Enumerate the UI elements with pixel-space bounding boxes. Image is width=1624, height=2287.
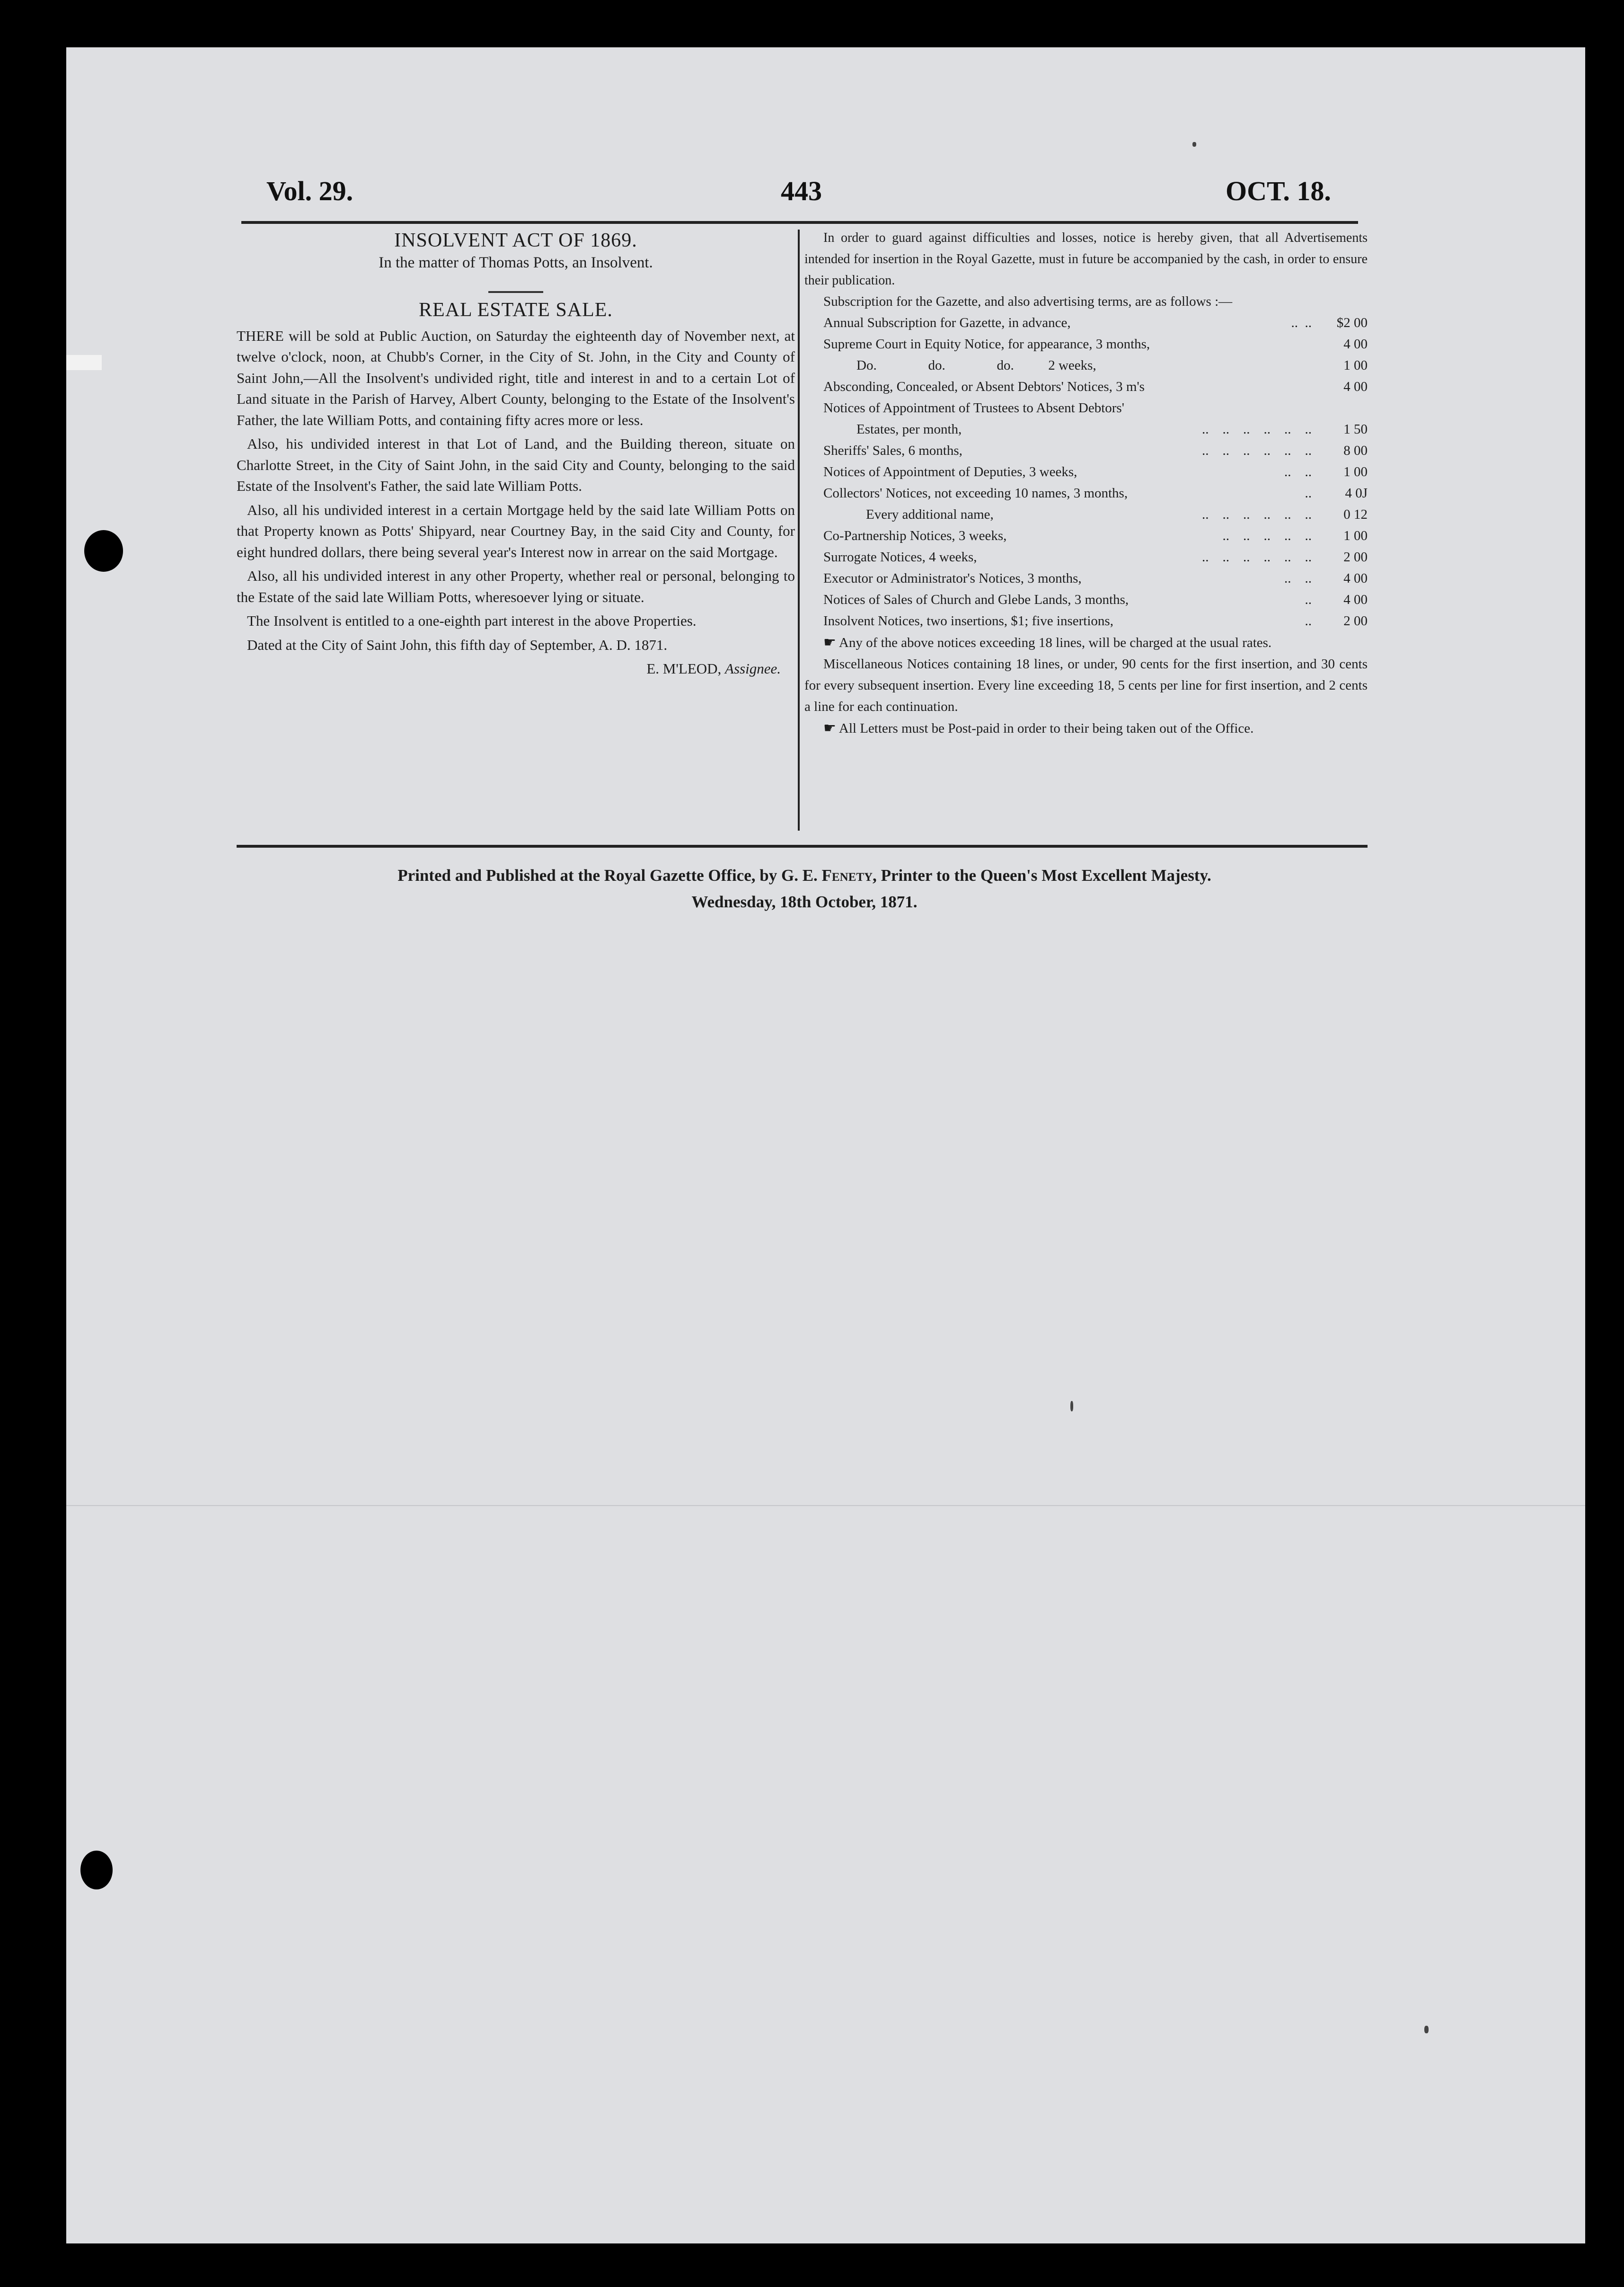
sale-paragraph-5: The Insolvent is entitled to a one-eighth part interest in the above Properties. [247,612,697,629]
fee-label: Annual Subscription for Gazette, in advance, [823,315,1071,330]
fee-amount: 4 00 [1343,337,1368,352]
fee-leader-dots: .. [1298,613,1312,629]
sale-paragraph-1: THERE will be sold at Public Auction, on Saturday the eighteenth day of November next, at twelve o'clock, noon, at Chubb's Corner, in the City of St. John, in the City and County of Saint John,—All the Insolvent's undivided right, title and interest in and to a certain Lot of Land situate in the Parish of Harvey, Albert County, belonging to the Estate of the Insolvent's Father, the late William Potts, and containing fifty acres more or less. [237,327,795,428]
fee-amount: 0 12 [1343,507,1368,522]
fee-row [804,440,1368,461]
matter-line: In the matter of Thomas Potts, an Insolvent. [379,254,653,271]
sale-title: REAL ESTATE SALE. [419,299,613,321]
fee-label: Estates, per month, [856,422,962,437]
note-post-paid: ☛ All Letters must be Post-paid in order to their being taken out of the Office. [823,720,1254,736]
fee-leader-dots: .. .. .. .. .. .. [1195,507,1312,522]
fee-leader-dots: .. .. [1277,464,1312,479]
header-rule [241,221,1358,224]
fee-label: Sheriffs' Sales, 6 months, [823,443,962,458]
fee-row [804,504,1368,525]
fee-leader-dots: .. .. .. .. .. .. [1195,443,1312,458]
punch-hole-top [84,530,123,572]
fee-label: Notices of Appointment of Deputies, 3 weeks, [823,464,1077,479]
short-divider [488,291,543,293]
fee-leader-dots: .. .. [1277,571,1312,586]
signer-role: Assignee. [725,660,781,677]
fee-amount: 1 00 [1343,464,1368,479]
sale-paragraph-2: Also, his undivided interest in that Lot of Land, and the Building thereon, situate on Charlotte Street, in the City of Saint John, in the said City and County, belonging to the said Estate of the Insolvent's Father, the said late William Potts. [237,435,795,494]
fee-row [804,398,1368,419]
fee-amount: $2 00 [1336,315,1368,330]
signature-line [237,658,795,680]
fee-amount: 8 00 [1343,443,1368,458]
subscription-intro: Subscription for the Gazette, and also advertising terms, are as follows :— [823,294,1233,309]
fee-row [804,355,1368,376]
page-number: 443 [781,176,822,206]
sale-paragraph-4: Also, all his undivided interest in any other Property, whether real or personal, belonging to the Estate of the said late William Potts, wheresoever lying or situate. [237,567,795,605]
fee-amount: 2 00 [1343,550,1368,565]
fee-leader-dots: .. .. [1284,315,1312,330]
pointing-hand-icon: ☛ [823,634,836,651]
ink-speck [1070,1401,1073,1411]
fee-amount: 4 0J [1345,486,1368,501]
fee-label: Notices of Appointment of Trustees to Absent Debtors' [823,400,1124,416]
fee-label: Every additional name, [866,507,994,522]
printer-name: Fenety, [821,866,877,885]
fee-amount: 1 00 [1343,528,1368,543]
right-column [804,227,1368,739]
fee-amount: 4 00 [1343,571,1368,586]
fee-label: Insolvent Notices, two insertions, $1; five insertions, [823,613,1113,629]
fee-label: Supreme Court in Equity Notice, for appearance, 3 months, [823,337,1150,352]
left-column [237,227,795,680]
fee-row [804,611,1368,632]
column-divider [798,230,800,831]
fee-row [804,312,1368,334]
fee-row [804,568,1368,589]
punch-hole-bottom [80,1851,113,1889]
note-over-18-lines: ☛ Any of the above notices exceeding 18 lines, will be charged at the usual rates. [823,634,1272,651]
miscellaneous-notices: Miscellaneous Notices containing 18 lines, or under, 90 cents for the first insertion, and 30 cents for every subsequent insertion. Every line exceeding 18, 5 cents per line for first insertion, and 2 cents a line for each continuation. [804,656,1368,714]
fee-list [804,312,1368,632]
fee-amount: 4 00 [1343,592,1368,607]
fee-row [804,461,1368,483]
fee-row [804,334,1368,355]
fee-amount: 4 00 [1343,379,1368,394]
footer-rule [237,845,1368,848]
fee-amount: 1 50 [1343,422,1368,437]
signer-name: E. M'LEOD, [646,660,722,677]
issue-date: OCT. 18. [1226,176,1331,206]
fee-row [804,547,1368,568]
fee-leader-dots: .. .. .. .. .. [1216,528,1312,543]
fee-row [804,483,1368,504]
dated-line: Dated at the City of Saint John, this fifth day of September, A. D. 1871. [247,636,668,653]
volume-number: Vol. 29. [266,176,353,206]
paper-edge-tab [66,355,102,370]
fee-row [804,419,1368,440]
fee-label: Executor or Administrator's Notices, 3 months, [823,571,1082,586]
fee-label: Do. do. do. 2 weeks, [856,358,1096,373]
publication-date: Wednesday, 18th October, 1871. [691,893,918,911]
fee-amount: 2 00 [1343,613,1368,629]
sale-paragraph-3: Also, all his undivided interest in a certain Mortgage held by the said late William Potts on that Property known as Potts' Shipyard, near Courtney Bay, in the said City and County, for eight hundred dollars, there being several year's Interest now in arrear on the said Mortgage. [237,501,795,560]
fee-row [804,589,1368,611]
fee-label: Absconding, Concealed, or Absent Debtors' Notices, 3 m's [823,379,1145,394]
fee-leader-dots: .. .. .. .. .. .. [1195,422,1312,437]
act-title: INSOLVENT ACT OF 1869. [394,230,637,251]
imprint-line: Printed and Published at the Royal Gazette Office, by G. E. Fenety, Printer to the Queen's Most Excellent Majesty. [397,866,1211,885]
fee-leader-dots: .. [1298,486,1312,501]
fee-label: Surrogate Notices, 4 weeks, [823,550,977,565]
advertising-notice: In order to guard against difficulties and losses, notice is hereby given, that all Advertisements intended for insertion in the Royal Gazette, must in future be accompanied by the cash, in order to ensure their publication. [804,230,1368,288]
fold-line [66,1505,1585,1506]
fee-row [804,376,1368,398]
fee-label: Collectors' Notices, not exceeding 10 names, 3 months, [823,486,1128,501]
ink-speck [1424,2026,1429,2033]
fee-label: Notices of Sales of Church and Glebe Lands, 3 months, [823,592,1129,607]
fee-row [804,525,1368,547]
fee-leader-dots: .. [1298,592,1312,607]
pointing-hand-icon: ☛ [823,720,836,736]
ink-speck [1192,142,1196,147]
fee-label: Co-Partnership Notices, 3 weeks, [823,528,1007,543]
fee-leader-dots: .. .. .. .. .. .. [1195,550,1312,565]
fee-amount: 1 00 [1343,358,1368,373]
